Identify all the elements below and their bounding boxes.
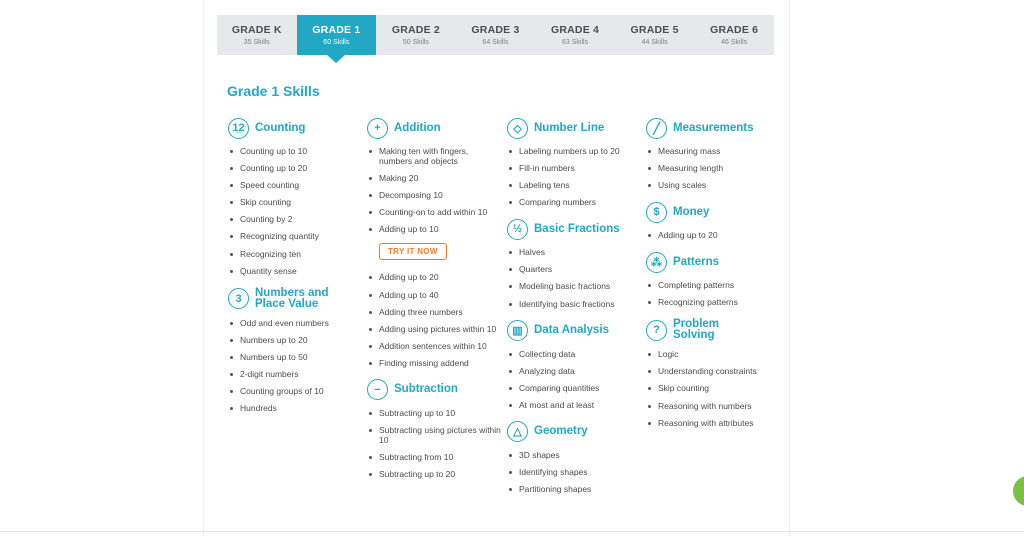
skill-item[interactable]: Logic <box>646 349 781 359</box>
section-counting <box>228 116 363 276</box>
skill-item[interactable]: Adding up to 20 <box>367 272 502 282</box>
section-title-line2: Solving <box>673 329 715 342</box>
skill-item[interactable]: Labeling tens <box>507 180 642 190</box>
tab-label: GRADE 1 <box>312 24 361 36</box>
skill-item[interactable]: Subtracting from 10 <box>367 452 502 462</box>
section-title <box>255 288 329 310</box>
skill-list <box>507 450 642 494</box>
section-title: Money <box>673 205 710 218</box>
skill-item[interactable]: 3D shapes <box>507 450 642 460</box>
minus-icon: − <box>367 379 388 400</box>
skill-item[interactable]: Counting up to 10 <box>228 146 363 156</box>
tab-grade-4[interactable] <box>535 15 615 55</box>
skill-item[interactable]: Finding missing addend <box>367 358 502 368</box>
skill-list <box>367 408 502 479</box>
skill-item[interactable]: Skip counting <box>228 197 363 207</box>
section-problem-solving <box>646 317 781 427</box>
tab-grade-6[interactable] <box>694 15 774 55</box>
section-title: Data Analysis <box>534 324 609 337</box>
tab-skill-count: 35 Skills <box>243 39 270 46</box>
section-header[interactable] <box>228 286 363 312</box>
tab-skill-count: 63 Skills <box>561 39 589 46</box>
skills-column-4 <box>646 116 781 438</box>
skill-item[interactable]: Halves <box>507 247 642 257</box>
skill-item[interactable]: Adding three numbers <box>367 307 502 317</box>
section-header[interactable] <box>507 217 642 241</box>
skill-item[interactable]: Identifying shapes <box>507 467 642 477</box>
tab-label: GRADE 2 <box>391 24 440 36</box>
section-numbers-place-value <box>228 286 363 413</box>
skill-item[interactable]: Modeling basic fractions <box>507 281 642 291</box>
tag-icon: ◇ <box>507 118 528 139</box>
skill-item[interactable]: Counting-on to add within 10 <box>367 207 502 217</box>
skill-item[interactable]: Recognizing quantity <box>228 231 363 241</box>
skill-item[interactable]: Identifying basic fractions <box>507 299 642 309</box>
skill-item[interactable]: 2-digit numbers <box>228 369 363 379</box>
section-measurements <box>646 116 781 190</box>
skill-item[interactable]: Quantity sense <box>228 266 363 276</box>
skill-item[interactable]: Hundreds <box>228 403 363 413</box>
skill-item[interactable]: Collecting data <box>507 349 642 359</box>
section-title: Patterns <box>673 255 720 268</box>
section-title: Measurements <box>673 121 754 134</box>
page-title: Grade 1 Skills <box>227 83 320 99</box>
tab-label: GRADE K <box>231 24 282 36</box>
tab-skill-count: 60 Skills <box>323 39 350 46</box>
chart-icon: ▥ <box>507 320 528 341</box>
section-subtraction <box>367 378 502 479</box>
section-title: Counting <box>255 121 306 134</box>
skill-item[interactable]: Adding using pictures within 10 <box>367 324 502 334</box>
grade-tabs <box>217 15 774 55</box>
section-title: Geometry <box>534 425 588 438</box>
skill-item[interactable]: Comparing numbers <box>507 197 642 207</box>
skill-item[interactable]: Analyzing data <box>507 366 642 376</box>
tab-label: GRADE 5 <box>630 24 679 36</box>
try-it-now-button[interactable]: TRY IT NOW <box>379 243 447 260</box>
skill-item[interactable]: Subtracting using pictures within 10 <box>367 425 502 445</box>
ruler-icon: ╱ <box>646 118 667 139</box>
section-title <box>673 319 719 341</box>
skill-item[interactable]: Speed counting <box>228 180 363 190</box>
tab-label: GRADE 6 <box>710 24 759 36</box>
skill-list <box>228 146 363 276</box>
section-header[interactable] <box>228 116 363 140</box>
skill-item[interactable]: Odd and even numbers <box>228 318 363 328</box>
tab-grade-5[interactable] <box>615 15 695 55</box>
tab-grade-3[interactable] <box>456 15 536 55</box>
skill-item[interactable]: Numbers up to 50 <box>228 352 363 362</box>
section-title: Number Line <box>534 121 605 134</box>
skill-list <box>228 318 363 413</box>
skill-item[interactable]: Adding up to 20 <box>646 230 781 240</box>
skill-item[interactable]: Decomposing 10 <box>367 190 502 200</box>
skill-item[interactable]: Fill-in numbers <box>507 163 642 173</box>
section-money <box>646 200 781 240</box>
skill-item[interactable]: Measuring mass <box>646 146 781 156</box>
tab-skill-count: 64 Skills <box>482 39 509 46</box>
section-header[interactable] <box>367 378 502 402</box>
bottom-divider <box>0 531 1024 532</box>
section-title-line2: Place Value <box>255 297 319 310</box>
skills-column-3 <box>507 116 642 504</box>
tab-grade-k[interactable] <box>217 15 297 55</box>
skill-list <box>507 349 642 410</box>
skill-list <box>507 247 642 308</box>
skill-item[interactable]: Recognizing ten <box>228 249 363 259</box>
skill-item[interactable]: Measuring length <box>646 163 781 173</box>
tab-label: GRADE 3 <box>471 24 520 36</box>
skill-item[interactable]: Counting up to 20 <box>228 163 363 173</box>
section-title: Addition <box>394 121 441 134</box>
section-header[interactable] <box>507 116 642 140</box>
triangle-icon: △ <box>507 421 528 442</box>
section-geometry <box>507 420 642 494</box>
skill-item[interactable]: Making 20 <box>367 173 502 183</box>
pattern-icon: ⁂ <box>646 252 667 273</box>
skill-item[interactable]: Comparing quantities <box>507 383 642 393</box>
counting-icon: 1̲2 <box>228 118 249 139</box>
section-number-line <box>507 116 642 207</box>
section-patterns <box>646 250 781 307</box>
skill-item[interactable]: Understanding constraints <box>646 366 781 376</box>
skill-list <box>367 146 502 234</box>
skill-list <box>646 230 781 240</box>
skill-item[interactable]: Counting by 2 <box>228 214 363 224</box>
fraction-icon: ½ <box>507 219 528 240</box>
tab-grade-2[interactable] <box>376 15 456 55</box>
tab-skill-count: 50 Skills <box>402 39 429 46</box>
section-title-line1: Problem <box>673 318 720 331</box>
skill-list <box>646 349 781 427</box>
tab-skill-count: 46 Skills <box>721 39 748 46</box>
skill-item[interactable]: Reasoning with attributes <box>646 418 781 428</box>
skill-item[interactable]: Labeling numbers up to 20 <box>507 146 642 156</box>
tab-label: GRADE 4 <box>550 24 600 36</box>
section-title-line1: Numbers and <box>255 286 329 299</box>
tab-skill-count: 44 Skills <box>641 39 668 46</box>
skill-list <box>367 272 502 367</box>
section-title: Basic Fractions <box>534 222 620 235</box>
section-header[interactable] <box>646 250 781 274</box>
skill-item[interactable]: Quarters <box>507 264 642 274</box>
section-basic-fractions <box>507 217 642 308</box>
skill-item[interactable]: Recognizing patterns <box>646 297 781 307</box>
plus-icon: + <box>367 118 388 139</box>
section-title: Subtraction <box>394 383 458 396</box>
tab-grade-1[interactable] <box>297 15 377 55</box>
skill-item[interactable]: Addition sentences within 10 <box>367 341 502 351</box>
skill-item[interactable]: Adding up to 10 <box>367 224 502 234</box>
skill-item[interactable]: Partitioning shapes <box>507 484 642 494</box>
skill-item[interactable]: Counting groups of 10 <box>228 386 363 396</box>
page-background <box>0 0 203 536</box>
skill-item[interactable]: Completing patterns <box>646 280 781 290</box>
skill-item[interactable]: Numbers up to 20 <box>228 335 363 345</box>
section-header[interactable] <box>507 420 642 444</box>
skill-list <box>646 280 781 307</box>
skill-item[interactable]: Skip counting <box>646 383 781 393</box>
skill-item[interactable]: Adding up to 40 <box>367 290 502 300</box>
place-value-icon: 3 <box>228 288 249 309</box>
money-icon: $ <box>646 202 667 223</box>
section-header[interactable] <box>646 317 781 343</box>
section-header[interactable] <box>507 319 642 343</box>
skills-column-2 <box>367 116 502 489</box>
skill-item[interactable]: Subtracting up to 20 <box>367 469 502 479</box>
section-addition <box>367 116 502 368</box>
skill-item[interactable]: Making ten with fingers, numbers and objects <box>367 146 502 166</box>
skill-item[interactable]: Using scales <box>646 180 781 190</box>
skill-list <box>646 146 781 190</box>
section-header[interactable] <box>646 200 781 224</box>
skill-item[interactable]: At most and at least <box>507 400 642 410</box>
skill-list <box>507 146 642 207</box>
section-header[interactable] <box>646 116 781 140</box>
skills-column-1 <box>228 116 363 423</box>
skill-item[interactable]: Subtracting up to 10 <box>367 408 502 418</box>
section-data-analysis <box>507 319 642 410</box>
chat-button[interactable] <box>1013 476 1024 506</box>
section-header[interactable] <box>367 116 502 140</box>
skill-item[interactable]: Reasoning with numbers <box>646 401 781 411</box>
question-icon: ? <box>646 320 667 341</box>
